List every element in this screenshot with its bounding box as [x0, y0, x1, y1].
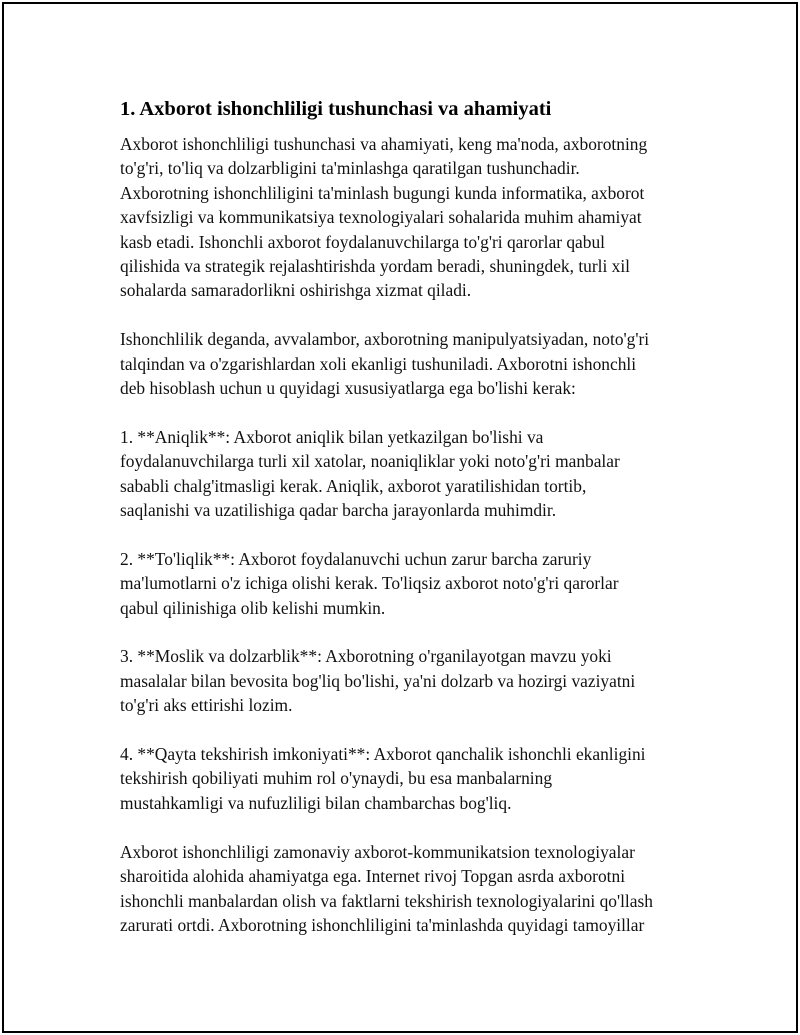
document-title: 1. Axborot ishonchliligi tushunchasi va ahamiyati [120, 98, 552, 120]
list-item-verifiability: 4. **Qayta tekshirish imkoniyati**: Axborot qanchalik ishonchli ekanligini tekshirish qobiliyati muhim rol o'ynaydi, bu esa manbalarning mustahkamligi va nufuzliligi bilan chambarchas bog'liq. [120, 744, 646, 813]
paragraph-intro: Axborot ishonchliligi tushunchasi va ahamiyati, keng ma'noda, axborotning to'g'ri, to'liq va dolzarbligini ta'minlashga qaratilgan tushunchadir. Axborotning ishonchliligini ta'minlash bugungi kunda informatika, axborot xavfsizligi va kommunikatsiya texnologiyalari sohalarida muhim ahamiyat kasb etadi. Ishonchli axborot foydalanuvchilarga to'g'ri qarorlar qabul qilishida va strategik rejalashtirishda yordam beradi, shuningdek, turli xil sohalarda samaradorlikni oshirishga xizmat qiladi. [120, 134, 648, 301]
list-item-accuracy: 1. **Aniqlik**: Axborot aniqlik bilan yetkazilgan bo'lishi va foydalanuvchilarga turli xil xatolar, noaniqliklar yoki noto'g'ri manbalar sababli chalg'itmasligi kerak. Aniqlik, axborot yaratilishidan tortib, saqlanishi va uzatilishiga qadar barcha jarayonlarda muhimdir. [120, 426, 620, 521]
document-body [120, 96, 700, 937]
paragraph-closing: Axborot ishonchliligi zamonaviy axborot-kommunikatsion texnologiyalar sharoitida alohida ahamiyatga ega. Internet rivoj Topgan asrda axborotni ishonchli manbalardan olish va faktlarni tekshirish texnologiyalarini qo'llash zarurati ortdi. Axborotning ishonchliligini ta'minlashda quyidagi tamoyillar [120, 841, 653, 935]
paragraph-definition: Ishonchlilik deganda, avvalambor, axborotning manipulyatsiyadan, noto'g'ri talqindan va o'zgarishlardan xoli ekanligi tushuniladi. Axborotni ishonchli deb hisoblash uchun u quyidagi xususiyatlarga ega bo'lishi kerak: [120, 329, 650, 399]
list-item-completeness: 2. **To'liqlik**: Axborot foydalanuvchi uchun zarur barcha zaruriy ma'lumotlarni o'z ichiga olishi kerak. To'liqsiz axborot noto'g'ri qarorlar qabul qilinishiga olib kelishi mumkin. [120, 548, 619, 618]
page-border [2, 2, 798, 1033]
list-item-relevance: 3. **Moslik va dolzarblik**: Axborotning o'rganilayotgan mavzu yoki masalalar bilan bevosita bog'liq bo'lishi, ya'ni dolzarb va hozirgi vaziyatni to'g'ri aks ettirishi lozim. [120, 646, 636, 716]
